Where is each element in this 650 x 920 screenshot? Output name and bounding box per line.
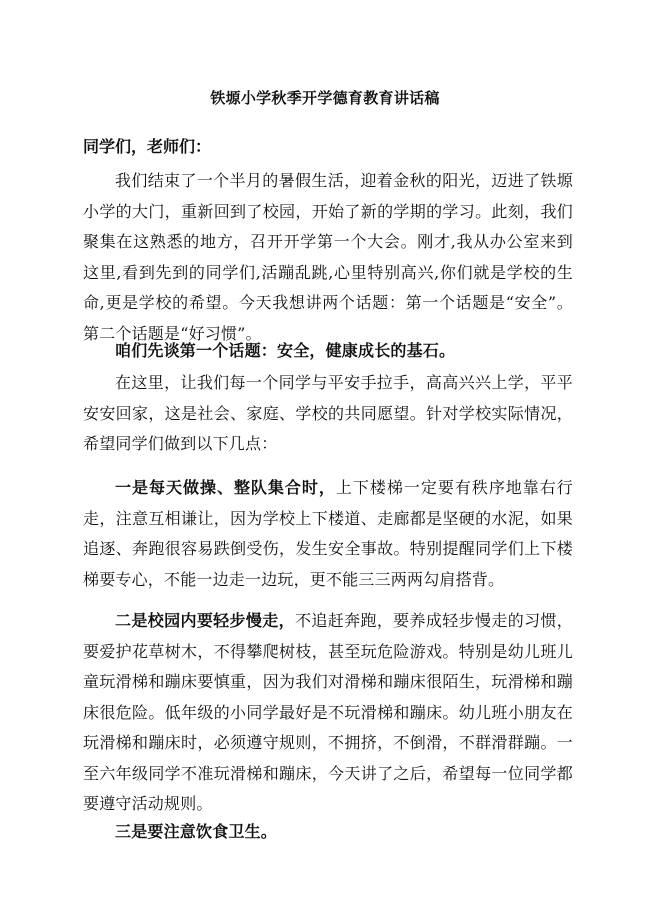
paragraph-point-two (83, 606, 573, 820)
point-one-body: 上下楼梯一定要有秩序地靠右行走，注意互相谦让，因为学校上下楼道、走廊都是坚硬的水泥，如果追逐、奔跑很容易跌倒受伤，发生安全事故。特别提醒同学们上下楼梯要专心，不能一边走一边玩，更不能三三两两勾肩搭背。 (83, 478, 573, 589)
paragraph-topic-safety: 咱们先谈第一个话题：安全，健康成长的基石。 (115, 341, 456, 360)
document-title: 铁塬小学秋季开学德育教育讲话稿 (210, 89, 440, 107)
paragraph-opening: 我们结束了一个半月的暑假生活，迎着金秋的阳光，迈进了铁塬小学的大门，重新回到了校园，开始了新的学期的学习。此刻，我们聚集在这熟悉的地方，召开开学第一个大会。刚才,我从办公室来到这里,看到先到的同学们,活蹦乱跳,心里特别高兴,你们就是学校的生命,更是学校的希望。今天我想讲两个话题：第一个话题是“安全”。第二个话题是“好习惯”。 (83, 171, 573, 343)
point-two-body: 不追赶奔跑，要养成轻步慢走的习惯，要爱护花草树木，不得攀爬树枝，甚至玩危险游戏。特别是幼儿班儿童玩滑梯和蹦床要慎重，因为我们对滑梯和蹦床很陌生，玩滑梯和蹦床很危险。低年级的小同学最好是不玩滑梯和蹦床。幼儿班小朋友在玩滑梯和蹦床时，必须遵守规则，不拥挤，不倒滑，不群滑群蹦。一至六年级同学不准玩滑梯和蹦床，今天讲了之后，希望每一位同学都要遵守活动规则。 (83, 611, 574, 813)
paragraph-point-one (83, 473, 573, 595)
point-two-lead: 二是校园内要轻步慢走， (115, 611, 295, 630)
paragraph-point-three: 三是要注意饮食卫生。 (115, 822, 278, 841)
point-one-lead: 一是每天做操、整队集合时， (115, 478, 336, 497)
paragraph-safety-intro: 在这里，让我们每一个同学与平安手拉手，高高兴兴上学，平平安安回家，这是社会、家庭、学校的共同愿望。针对学校实际情况，希望同学们做到以下几点： (83, 373, 573, 453)
greeting: 同学们，老师们： (83, 137, 212, 156)
